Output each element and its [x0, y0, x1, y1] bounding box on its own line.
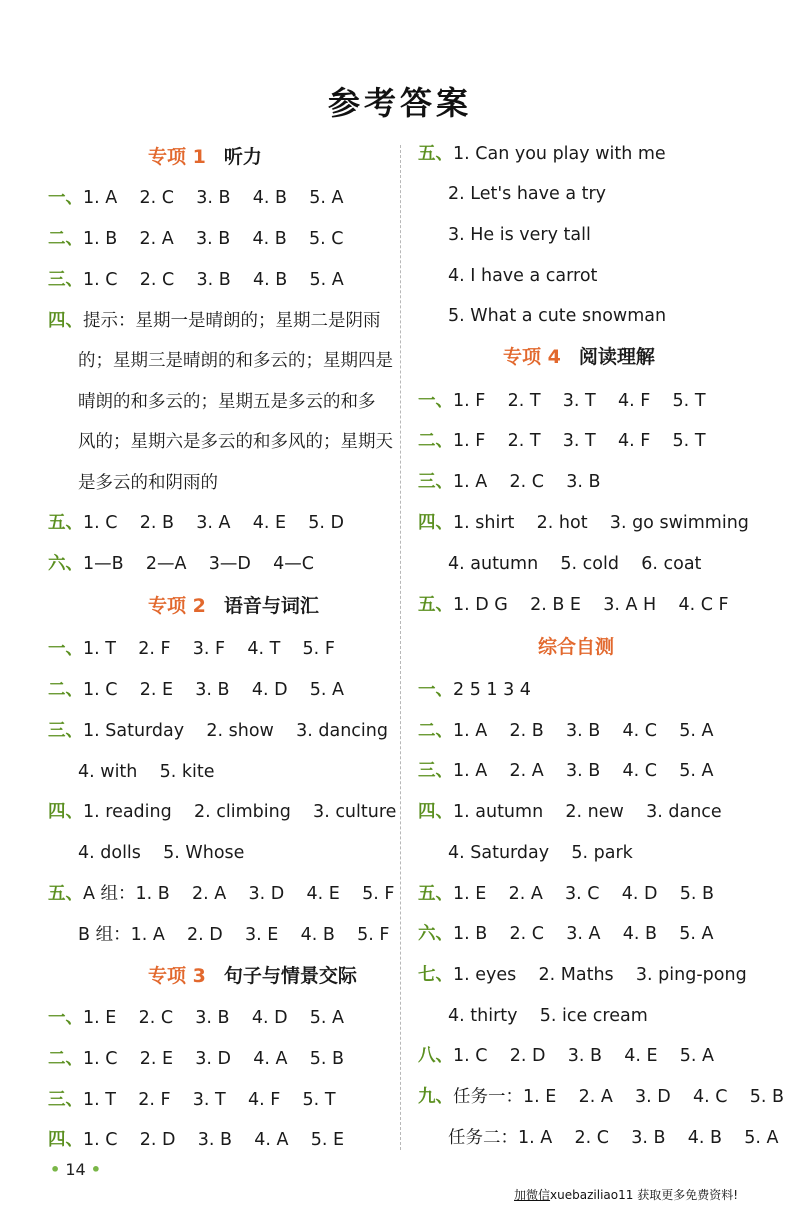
answer-text: 1. A 2. B 3. B 4. C 5. A — [453, 721, 714, 741]
answer-text: 1. A 2. C 3. B — [453, 472, 601, 492]
answer-text: 4. Saturday 5. park — [448, 843, 633, 863]
answer-text: 1. reading 2. climbing 3. culture — [83, 802, 397, 822]
question-marker: 三、 — [418, 472, 453, 492]
answer-line — [418, 470, 600, 494]
answer-line — [418, 142, 666, 166]
answer-text: 3. He is very tall — [448, 225, 591, 245]
answer-line — [48, 719, 388, 743]
answer-line — [48, 800, 396, 824]
footer-highlight: 加微信 — [514, 1188, 551, 1202]
section-name: 阅读理解 — [578, 346, 655, 368]
question-marker: 一、 — [418, 391, 453, 411]
question-marker: 二、 — [418, 431, 453, 451]
section-heading — [503, 344, 655, 370]
answer-line-continuation — [448, 264, 597, 288]
section-label: 专项 1 — [148, 146, 206, 168]
answer-line — [418, 963, 747, 987]
section-heading — [148, 593, 319, 619]
section-label: 专项 2 — [148, 595, 206, 617]
answer-text: B 组：1. A 2. D 3. E 4. B 5. F — [78, 925, 390, 945]
section-heading — [148, 144, 262, 170]
answer-line — [48, 637, 335, 661]
question-marker: 三、 — [48, 1090, 83, 1110]
answer-text: 提示：星期一是晴朗的；星期二是阴雨 — [83, 311, 381, 331]
answer-line-continuation — [78, 430, 393, 454]
answer-line — [48, 1128, 344, 1152]
answer-text: 1. F 2. T 3. T 4. F 5. T — [453, 391, 706, 411]
section-label: 专项 4 — [503, 346, 561, 368]
question-marker: 七、 — [418, 965, 453, 985]
answer-line — [48, 186, 343, 210]
question-marker: 二、 — [48, 229, 83, 249]
answer-text: 晴朗的和多云的；星期五是多云的和多 — [78, 392, 376, 412]
question-marker: 六、 — [418, 924, 453, 944]
answer-line — [418, 678, 531, 702]
question-marker: 五、 — [418, 595, 453, 615]
answer-text: 5. What a cute snowman — [448, 306, 667, 326]
question-marker: 四、 — [418, 513, 453, 533]
answer-line — [48, 268, 344, 292]
answer-text: 是多云的和阴雨的 — [78, 473, 218, 493]
answer-text: 1. B 2. C 3. A 4. B 5. A — [453, 924, 714, 944]
bullet-icon: • — [50, 1160, 61, 1179]
section-name: 语音与词汇 — [223, 595, 319, 617]
answer-text: 4. I have a carrot — [448, 266, 598, 286]
answer-line — [418, 1044, 714, 1068]
section-label: 专项 3 — [148, 965, 206, 987]
question-marker: 六、 — [48, 554, 83, 574]
answer-line — [48, 1047, 344, 1071]
answer-line — [418, 922, 713, 946]
answer-line — [418, 593, 729, 617]
answer-line — [418, 429, 706, 453]
question-marker: 二、 — [48, 680, 83, 700]
answer-text: 1. shirt 2. hot 3. go swimming — [453, 513, 749, 533]
section-heading — [148, 963, 357, 989]
question-marker: 五、 — [48, 513, 83, 533]
answer-line-continuation — [78, 390, 376, 414]
answer-text: 1. C 2. B 3. A 4. E 5. D — [83, 513, 345, 533]
footer-text: xuebaziliao11 获取更多免费资料! — [550, 1188, 738, 1202]
answer-line-continuation — [448, 223, 591, 247]
question-marker: 四、 — [48, 802, 83, 822]
answer-text: 1. C 2. C 3. B 4. B 5. A — [83, 270, 344, 290]
answer-text: 2. Let's have a try — [448, 184, 607, 204]
answer-text: 1. T 2. F 3. T 4. F 5. T — [83, 1090, 336, 1110]
question-marker: 三、 — [48, 721, 83, 741]
answer-line-continuation — [78, 760, 215, 784]
answer-line-continuation — [78, 471, 218, 495]
answer-text: 1. E 2. A 3. C 4. D 5. B — [453, 884, 715, 904]
answer-text: 1. A 2. C 3. B 4. B 5. A — [83, 188, 344, 208]
answer-text: 1. B 2. A 3. B 4. B 5. C — [83, 229, 344, 249]
answer-text: 1. Can you play with me — [453, 144, 666, 164]
question-marker: 八、 — [418, 1046, 453, 1066]
column-divider — [400, 145, 401, 1150]
answer-text: 1. T 2. F 3. F 4. T 5. F — [83, 639, 335, 659]
answer-text: 1. eyes 2. Maths 3. ping-pong — [453, 965, 747, 985]
answer-text: 4. with 5. kite — [78, 762, 215, 782]
question-marker: 一、 — [418, 680, 453, 700]
page-title: 参考答案 — [327, 84, 472, 122]
answer-line — [418, 882, 714, 906]
answer-text: 的；星期三是晴朗的和多云的；星期四是 — [78, 351, 393, 371]
answer-text: 1. C 2. E 3. D 4. A 5. B — [83, 1049, 345, 1069]
section-label: 综合自测 — [538, 636, 615, 658]
answer-text: 1. A 2. A 3. B 4. C 5. A — [453, 761, 714, 781]
answer-text: A 组：1. B 2. A 3. D 4. E 5. F — [83, 884, 395, 904]
answer-text: 任务一：1. E 2. A 3. D 4. C 5. B — [453, 1087, 785, 1107]
answer-text: 1. Saturday 2. show 3. dancing — [83, 721, 388, 741]
answer-text: 1. F 2. T 3. T 4. F 5. T — [453, 431, 706, 451]
answer-text: 4. autumn 5. cold 6. coat — [448, 554, 702, 574]
question-marker: 四、 — [418, 802, 453, 822]
question-marker: 一、 — [48, 188, 83, 208]
answer-line — [418, 719, 713, 743]
answer-line-continuation — [78, 349, 393, 373]
question-marker: 四、 — [48, 1130, 83, 1150]
question-marker: 四、 — [48, 311, 83, 331]
answer-line — [48, 678, 344, 702]
footer-note — [514, 1186, 738, 1203]
answer-line-continuation — [78, 923, 389, 947]
question-marker: 三、 — [418, 761, 453, 781]
section-heading — [538, 634, 614, 660]
answer-line-continuation — [448, 841, 633, 865]
answer-line — [418, 389, 706, 413]
answer-line — [48, 309, 381, 333]
section-name: 听力 — [223, 146, 262, 168]
answer-line — [48, 1006, 344, 1030]
answer-line — [418, 1085, 784, 1109]
question-marker: 一、 — [48, 1008, 83, 1028]
question-marker: 三、 — [48, 270, 83, 290]
answer-line — [48, 511, 344, 535]
question-marker: 一、 — [48, 639, 83, 659]
question-marker: 九、 — [418, 1087, 453, 1107]
answer-text: 1—B 2—A 3—D 4—C — [83, 554, 314, 574]
answer-text: 1. C 2. D 3. B 4. A 5. E — [83, 1130, 345, 1150]
section-name: 句子与情景交际 — [223, 965, 357, 987]
answer-line — [48, 552, 314, 576]
answer-line — [418, 759, 713, 783]
question-marker: 五、 — [418, 144, 453, 164]
answer-line-continuation — [448, 304, 666, 328]
answer-text: 1. E 2. C 3. B 4. D 5. A — [83, 1008, 345, 1028]
answer-line-continuation — [448, 1126, 778, 1150]
answer-line — [418, 511, 749, 535]
answer-text: 风的；星期六是多云的和多风的；星期天 — [78, 432, 393, 452]
answer-line-continuation — [448, 552, 701, 576]
answer-text: 1. C 2. E 3. B 4. D 5. A — [83, 680, 345, 700]
answer-text: 1. D G 2. B E 3. A H 4. C F — [453, 595, 729, 615]
answer-text: 2 5 1 3 4 — [453, 680, 531, 700]
page-number-value: 14 — [65, 1160, 86, 1179]
answer-line — [48, 882, 394, 906]
question-marker: 二、 — [48, 1049, 83, 1069]
answer-text: 任务二：1. A 2. C 3. B 4. B 5. A — [448, 1128, 779, 1148]
question-marker: 五、 — [48, 884, 83, 904]
answer-text: 4. thirty 5. ice cream — [448, 1006, 648, 1026]
answer-text: 4. dolls 5. Whose — [78, 843, 245, 863]
question-marker: 五、 — [418, 884, 453, 904]
answer-text: 1. autumn 2. new 3. dance — [453, 802, 722, 822]
answer-line — [418, 800, 722, 824]
answer-line-continuation — [448, 1004, 648, 1028]
answer-line — [48, 227, 344, 251]
answer-line-continuation — [78, 841, 244, 865]
answer-line-continuation — [448, 182, 606, 206]
answer-line — [48, 1088, 336, 1112]
page-number — [50, 1160, 101, 1179]
question-marker: 二、 — [418, 721, 453, 741]
bullet-icon: • — [90, 1160, 102, 1179]
answer-text: 1. C 2. D 3. B 4. E 5. A — [453, 1046, 715, 1066]
